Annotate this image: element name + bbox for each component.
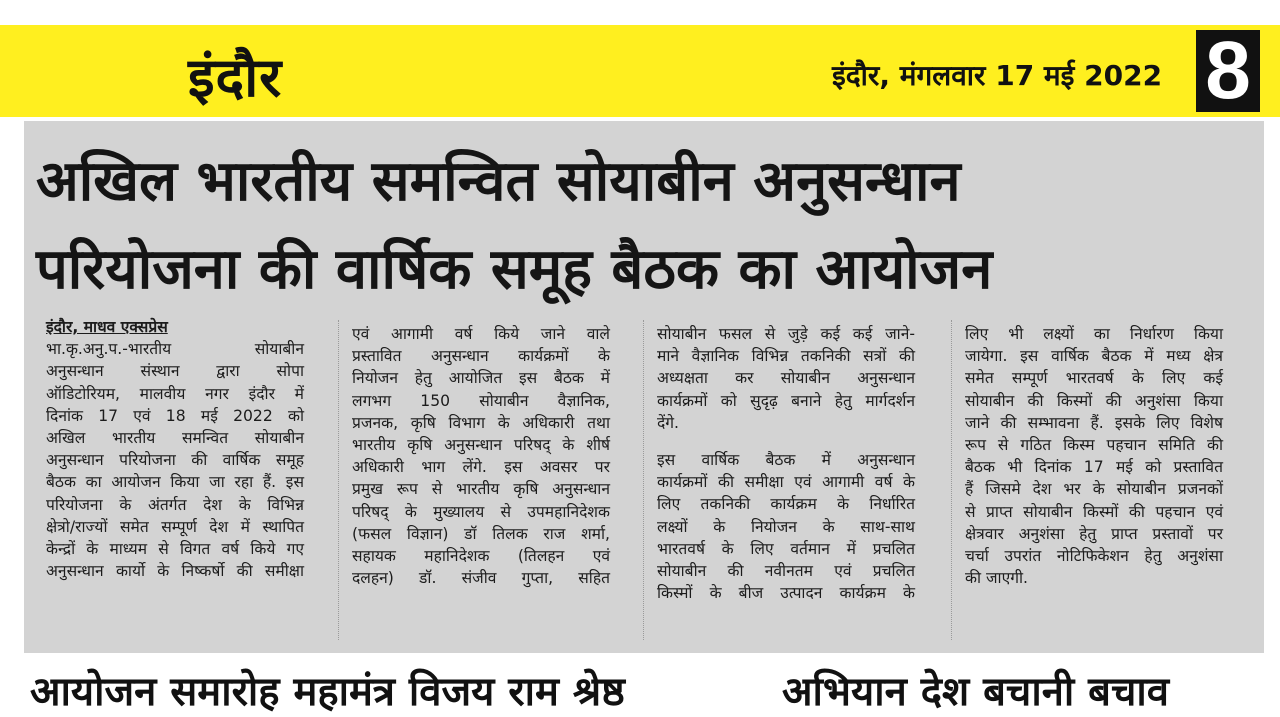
column-divider: [951, 320, 952, 640]
text-line: नियोजन हेतु आयोजित इस बैठक में: [352, 369, 610, 388]
text-line: भारतवर्ष के लिए वर्तमान में प्रचलित: [657, 539, 915, 558]
text-line: लिए तकनिकी कार्यक्रम के निर्धारित: [657, 495, 915, 514]
text-line: बैठक भी दिनांक 17 मई को प्रस्तावित: [965, 458, 1223, 477]
text-line: लिए भी लक्ष्यों का निर्धारण किया: [965, 325, 1223, 343]
text-line: केन्द्रों के माध्यम से विगत वर्ष किये गए: [46, 540, 304, 559]
text-line: सहायक महानिदेशक (तिलहन एवं: [352, 547, 610, 566]
text-line: सोयाबीन फसल से जुड़े कई कई जाने-: [657, 325, 915, 343]
column-4-body: [965, 323, 1223, 589]
article-column-4: [965, 323, 1223, 589]
article-column-1: [46, 316, 304, 582]
text-line: अनुसन्धान संस्थान द्वारा सोपा: [46, 362, 304, 381]
text-line: इस वार्षिक बैठक में अनुसन्धान: [657, 451, 915, 470]
text-line: अधिकारी भाग लेंगे. इस अवसर पर: [352, 458, 610, 477]
column-3-paragraph-2: [657, 449, 915, 604]
text-line: समेत सम्पूर्ण भारतवर्ष के लिए कई: [965, 369, 1223, 388]
text-line: दिनांक 17 एवं 18 मई 2022 को: [46, 406, 304, 425]
text-line: अनुसन्धान कार्यो के निष्कर्षो की समीक्षा: [46, 562, 304, 581]
next-headline-left: आयोजन समारोह महामंत्र विजय राम श्रेष्ठ: [30, 669, 625, 715]
column-divider: [338, 320, 339, 640]
next-article-strip: [0, 654, 1280, 715]
article-headline: [36, 138, 1246, 314]
text-line: सोयाबीन की किस्मों की अनुशंसा किया: [965, 391, 1223, 410]
text-line: जाने की सम्भावना हैं. इसके लिए विशेष: [965, 413, 1223, 432]
text-line: माने वैज्ञानिक विभिन्न तकनिकी सत्रों की: [657, 347, 915, 366]
text-line: किस्मों के बीज उत्पादन कार्यक्रम के: [657, 584, 915, 603]
text-line: देंगे.: [657, 413, 680, 432]
text-line: रूप से गठित किस्म पहचान समिति की: [965, 436, 1223, 455]
text-line: प्रजनक, कृषि विभाग के अधिकारी तथा: [352, 413, 610, 432]
text-line: परियोजना के अंतर्गत देश के विभिन्न: [46, 495, 304, 514]
text-line: ऑडिटोरियम, मालवीय नगर इंदौर में: [46, 384, 304, 403]
text-line: चर्चा उपरांत नोटिफिकेशन हेतु अनुशंसा: [965, 547, 1223, 566]
text-line: कार्यक्रमों की समीक्षा एवं आगामी वर्ष के: [657, 473, 915, 492]
text-line: क्षेत्रो/राज्यों समेत सम्पूर्ण देश में स्थापित: [46, 517, 304, 536]
column-divider: [643, 320, 644, 640]
article-column-3: [657, 323, 915, 604]
byline: इंदौर, माधव एक्सप्रेस: [46, 318, 168, 336]
text-line: भा.कृ.अनु.प.-भारतीय सोयाबीन: [46, 340, 304, 359]
text-line: अखिल भारतीय समन्वित सोयाबीन: [46, 429, 304, 448]
text-line: लगभग 150 सोयाबीन वैज्ञानिक,: [352, 391, 610, 410]
text-line: अध्यक्षता कर सोयाबीन अनुसन्धान: [657, 369, 915, 388]
text-line: दलहन) डॉ. संजीव गुप्ता, सहित: [352, 569, 610, 588]
headline-line-1: अखिल भारतीय समन्वित सोयाबीन अनुसन्धान: [36, 149, 961, 214]
text-line: प्रस्तावित अनुसन्धान कार्यक्रमों के: [352, 347, 610, 366]
text-line: (फसल विज्ञान) डॉ तिलक राज शर्मा,: [352, 524, 610, 543]
text-line: परिषद् के मुख्यालय से उपमहानिदेशक: [352, 502, 610, 521]
text-line: अनुसन्धान परियोजना की वार्षिक समूह: [46, 451, 304, 470]
text-line: भारतीय कृषि अनुसन्धान परिषद् के शीर्ष: [352, 436, 610, 455]
text-line: एवं आगामी वर्ष किये जाने वाले: [352, 325, 610, 343]
text-line: बैठक का आयोजन किया जा रहा हैं. इस: [46, 473, 304, 492]
column-2-body: [352, 323, 610, 589]
text-line: की जाएगी.: [965, 569, 1028, 588]
column-1-body: [46, 338, 304, 582]
edition-dateline: इंदौर, मंगलवार 17 मई 2022: [832, 59, 1163, 92]
section-city-title: इंदौर: [188, 46, 283, 109]
next-headline-right: अभियान देश बचानी बचाव: [782, 669, 1170, 715]
page-number-box: 8: [1196, 30, 1260, 112]
text-line: लक्ष्यों के नियोजन के साथ-साथ: [657, 517, 915, 536]
text-line: जायेगा. इस वार्षिक बैठक में मध्य क्षेत्र: [965, 347, 1223, 366]
text-line: हैं जिसमे देश भर के सोयाबीन प्रजनकों: [965, 480, 1223, 499]
column-3-paragraph-1: [657, 323, 915, 434]
text-line: सोयाबीन की नवीनतम एवं प्रचलित: [657, 562, 915, 581]
text-line: प्रमुख रूप से भारतीय कृषि अनुसन्धान: [352, 480, 610, 499]
text-line: से प्राप्त सोयाबीन किस्मों की पहचान एवं: [965, 502, 1223, 521]
headline-line-2: परियोजना की वार्षिक समूह बैठक का आयोजन: [36, 237, 993, 302]
text-line: क्षेत्रवार अनुशंसा हेतु प्राप्त प्रस्तावों पर: [965, 524, 1223, 543]
text-line: कार्यक्रमों को सुदृढ़ बनाने हेतु मार्गदर्शन: [657, 391, 915, 410]
article-column-2: [352, 323, 610, 589]
